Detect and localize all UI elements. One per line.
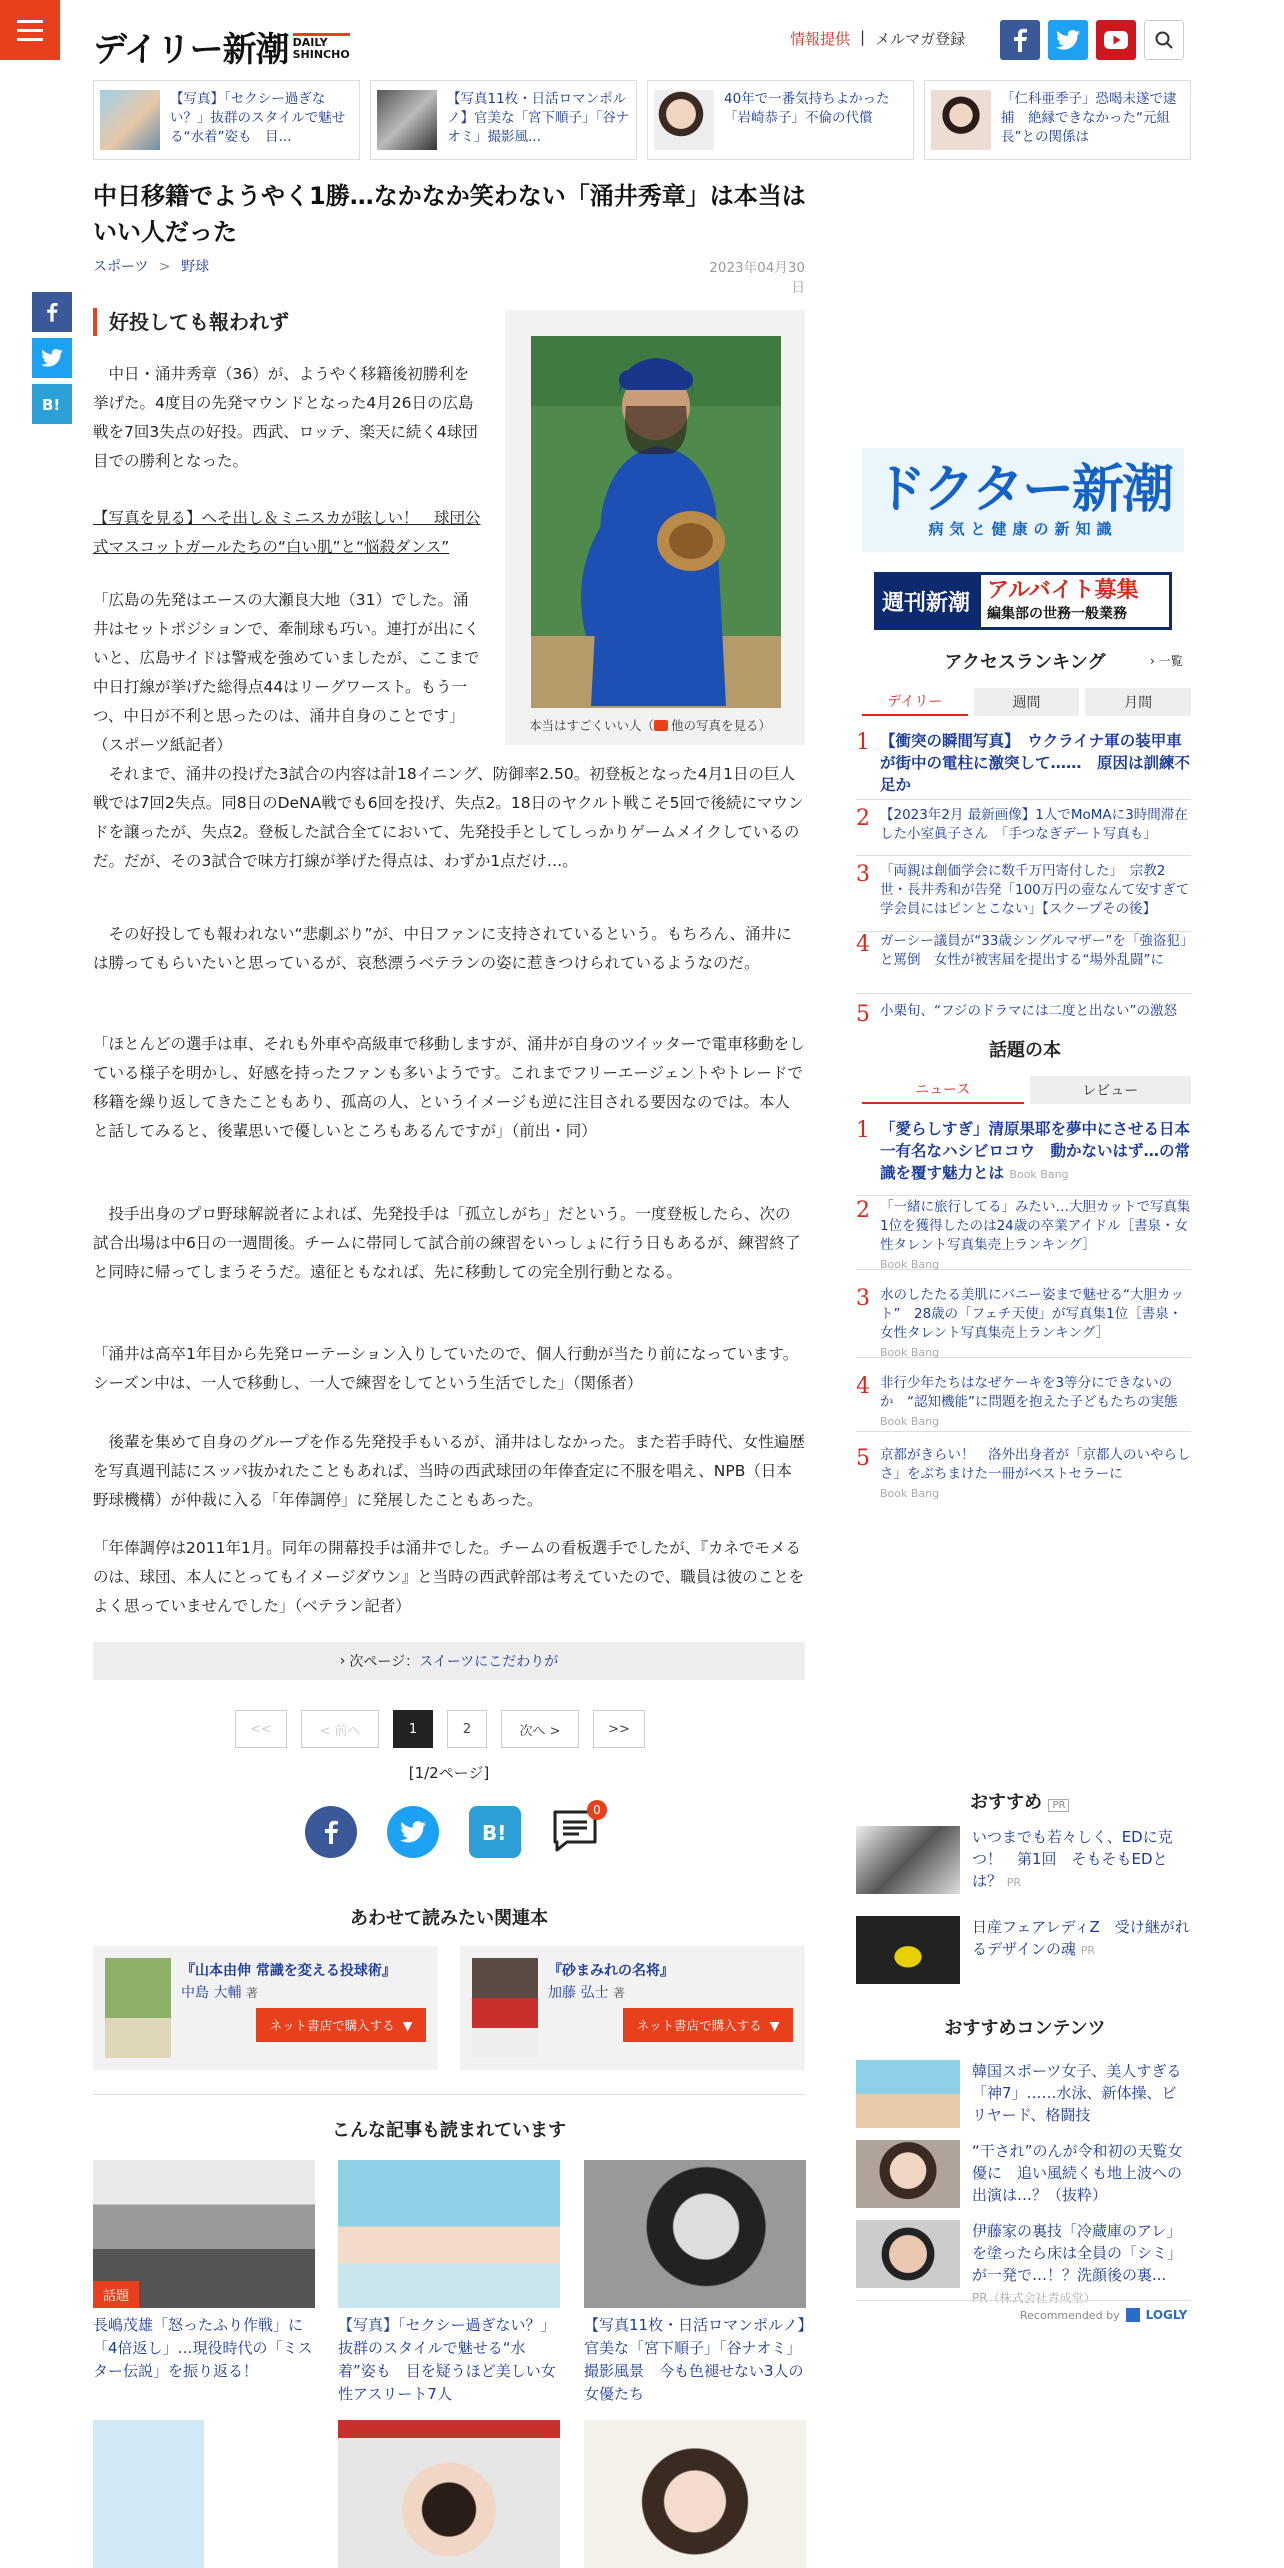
twitter-icon[interactable]: [1048, 20, 1088, 60]
camera-icon: [654, 720, 668, 731]
breadcrumb: スポーツ > 野球: [93, 259, 210, 275]
hatena-share-icon[interactable]: [32, 384, 72, 424]
popular-article[interactable]: 【写真】「セクシー過ぎない？」抜群のスタイルで魅せる“水着”姿も 目を疑うほど美しい女性アスリート7人: [338, 2160, 560, 2406]
article-thumbnail: [584, 2160, 806, 2308]
thumbnail: [856, 2220, 960, 2288]
search-button[interactable]: [1144, 20, 1184, 60]
info-link[interactable]: 情報提供: [790, 30, 851, 48]
paragraph: 「ほとんどの選手は車、それも外車や高級車で移動しますが、涌井が自身のツイッターで電車移動をしている様子を明かし、好感を持ったファンも多いようです。これまでフリーエージェントやトレードで移籍を繰り返してきたこともあり、孤高の人、というイメージも逆に注目される要因なのでは。本人と話してみると、後輩思いで優しいところもあるんですが」（前出・同）: [93, 1035, 805, 1140]
thumbnail: [856, 2060, 960, 2128]
popular-article[interactable]: [584, 2420, 806, 2568]
divider: [93, 2094, 805, 2095]
article-title: 中日移籍でようやく1勝…なかなか笑わない「涌井秀章」は本当はいい人だった: [93, 182, 806, 246]
books-title: 話題の本: [989, 1040, 1061, 1061]
logo-text: デイリー新潮: [93, 30, 289, 70]
chevron-right-icon: ›: [1150, 654, 1155, 668]
paragraph: その好投しても報われない“悲劇ぶり”が、中日ファンに支持されているという。もちろん、涌井には勝ってもらいたいと思っているが、哀愁漂うベテランの姿に惹きつけられているようなのだ。: [93, 925, 792, 972]
article-photo-box: [505, 310, 805, 745]
photo-caption: 本当はすごくいい人（ 他の写真を見る）: [529, 718, 772, 733]
caret-down-icon: ▼: [769, 2017, 780, 2033]
paragraph: 中日・涌井秀章（36）が、ようやく移籍後初勝利を挙げた。4度目の先発マウンドとなった4月26日の広島戦を7回3失点の好投。西武、ロッテ、楽天に続く4球団目での勝利となった。: [93, 365, 478, 470]
book-card[interactable]: 『山本由伸 常識を変える投球術』 中島 大輔 著 ネット書店で購入する ▼: [93, 1946, 438, 2070]
publish-date: 2023年04月30日: [709, 260, 805, 296]
menu-button[interactable]: [0, 0, 60, 60]
breadcrumb-baseball[interactable]: 野球: [181, 259, 210, 275]
page-1-button[interactable]: 1: [393, 1710, 433, 1748]
next-page-box[interactable]: › 次ページ： スイーツにこだわりが: [93, 1642, 805, 1680]
tab-monthly[interactable]: 月間: [1085, 688, 1191, 716]
recommend-title: おすすめ PR: [970, 1788, 1069, 1814]
tab-news[interactable]: ニュース: [862, 1076, 1024, 1104]
top-card[interactable]: 【写真11枚・日活ロマンポルノ】官美な「宮下順子」「谷ナオミ」撮影風...: [370, 80, 637, 160]
newsletter-link[interactable]: メルマガ登録: [875, 30, 966, 48]
paragraph: 「広島の先発はエースの大瀬良大地（31）でした。涌井はセットポジションで、牽制球も巧い。連打が出にくいと、広島サイドは警戒を強めていましたが、ここまで中日打線が挙げた総得点44はリーグワースト。もう一つ、中日が不利と思ったのは、涌井自身のことです」（スポーツ紙記者）: [93, 591, 480, 754]
popular-article[interactable]: 話題 長嶋茂雄「怒ったふり作戦」に「4倍返し」…現役時代の「ミスター伝説」を振り返る！: [93, 2160, 315, 2383]
books-tabs: [862, 1076, 1191, 1104]
logo-en: DAILY SHINCHO: [293, 33, 350, 61]
popular-article[interactable]: [93, 2420, 315, 2568]
facebook-share-icon[interactable]: [32, 292, 72, 332]
book-cover: [105, 1958, 171, 2058]
thumbnail: [931, 90, 991, 150]
popular-article[interactable]: 【写真11枚・日活ロマンポルノ】官美な「宮下順子」「谷ナオミ」撮影風景 今も色褪せない3人の女優たち: [584, 2160, 806, 2406]
next-page-button[interactable]: 次へ >: [501, 1710, 579, 1748]
recommend-item[interactable]: いつまでも若々しく、EDに克つ！ 第1回 そもそもEDとは？ PR: [856, 1826, 1191, 1894]
logly-credit[interactable]: Recommended by LOGLY: [1020, 2308, 1188, 2322]
contents-title: おすすめコンテンツ: [944, 2018, 1106, 2039]
first-page-button[interactable]: <<: [235, 1710, 287, 1748]
section-heading: 好投しても報われず: [93, 308, 289, 336]
content-item[interactable]: 韓国スポーツ女子、美人すぎる「神7」……水泳、新体操、ビリヤード、格闘技: [856, 2060, 1191, 2128]
page-2-button[interactable]: 2: [447, 1710, 487, 1748]
content-item[interactable]: “干され”のんが令和初の天覧女優に 追い風続くも地上波への出演は…？（抜粋）: [856, 2140, 1191, 2208]
caret-down-icon: ▼: [402, 2017, 413, 2033]
hatena-share-icon[interactable]: [469, 1806, 521, 1858]
side-share-bar: [32, 292, 72, 424]
article-thumbnail: [93, 2420, 315, 2568]
paragraph: 「涌井は高卒1年目から先発ローテーション入りしていたので、個人行動が当たり前になっています。シーズン中は、一人で移動し、一人で練習をしてという生活でした」（関係者）: [93, 1345, 799, 1392]
content-item[interactable]: 伊藤家の裏技「冷蔵庫のアレ」を塗ったら床は全員の「シミ」が一発で…！？洗顔後の裏... PR（株式会社青成堂）: [856, 2220, 1191, 2309]
thumbnail: [856, 1826, 960, 1894]
paragraph: それまで、涌井の投げた3試合の内容は計18イニング、防御率2.50。初登板となった4月1日の巨人戦では7回2失点。同8日のDeNA戦でも6回を投げ、失点2。18日のヤクルト戦こそ5回で後続にマウンドを譲ったが、失点2。登板した試合全てにおいて、先発投手としてしっかりゲームメイクしているのだ。だが、その3試合で味方打線が挙げた得点は、わずか1点だけ…。: [93, 765, 804, 870]
buy-online-button[interactable]: ネット書店で購入する ▼: [256, 2008, 426, 2042]
buy-online-button[interactable]: ネット書店で購入する ▼: [623, 2008, 793, 2042]
ranking-item[interactable]: 3 「両親は創価学会に数千万円寄付した」 宗教2世・長井秀和が告発「100万円の壺なんて安すぎて学会員にはピンとこない」【スクープその後】: [856, 862, 1191, 932]
book-ranking-item[interactable]: 5 京都がきらい！ 洛外出身者が「京都人のいやらしさ」をぶちまけた一冊がベストセラーに Book Bang: [856, 1446, 1191, 1500]
bottom-share-bar: [305, 1803, 603, 1858]
breadcrumb-sports[interactable]: スポーツ: [93, 259, 149, 275]
thumbnail: [856, 1916, 960, 1984]
page-info: [1/2ページ]: [408, 1764, 490, 1782]
paragraph: 投手出身のプロ野球解説者によれば、先発投手は「孤立しがち」だという。一度登板したら、次の試合出場は中6日の一週間後。チームに帯同して試合前の練習をいっしょに行う日もあるが、練習終了と同時に帰ってしまうそうだ。遠征ともなれば、先に移動しての完全別行動となる。: [93, 1205, 801, 1281]
thumbnail: [856, 2140, 960, 2208]
logly-logo-icon: [1126, 2308, 1140, 2322]
related-books-title: あわせて読みたい関連本: [350, 1908, 548, 1929]
book-ranking-item[interactable]: 1 「愛らしすぎ」清原果耶を夢中にさせる日本一有名なハシビロコウ 動かないはず…の常識を覆す魅力とは Book Bang: [856, 1118, 1191, 1196]
recruit-banner[interactable]: 週刊新潮 アルバイト募集 編集部の世務一般業務: [874, 572, 1172, 630]
article-thumbnail: [584, 2420, 806, 2568]
svg-text:B!: B!: [42, 396, 61, 413]
popular-article[interactable]: [338, 2420, 560, 2568]
thumbnail: [100, 90, 160, 150]
ranking-item[interactable]: 5 小栗旬、“フジのドラマには二度と出ない”の激怒: [856, 1002, 1177, 1022]
comment-icon[interactable]: [551, 1803, 603, 1858]
ranking-all-link[interactable]: › 一覧: [1150, 654, 1183, 668]
tab-daily[interactable]: デイリー: [862, 688, 968, 716]
paragraph: 後輩を集めて自身のグループを作る先発投手もいるが、涌井はしなかった。また若手時代、女性遍歴を写真週刊誌にスッパ抜かれたこともあれば、当時の西武球団の年俸査定に不服を唱え、NPB（日本野球機構）が仲裁に入る「年俸調停」に発展したこともあった。: [93, 1433, 805, 1509]
search-icon: [1155, 31, 1173, 49]
site-logo[interactable]: [93, 22, 350, 71]
ranking-item[interactable]: 2 【2023年2月 最新画像】1人でMoMAに3時間滞在した小室眞子さん 「手つなぎデート写真も」: [856, 806, 1191, 856]
ranking-tabs: [862, 688, 1191, 716]
article-thumbnail: [338, 2420, 560, 2568]
thumbnail: [654, 90, 714, 150]
ranking-item[interactable]: 1 【衝突の瞬間写真】 ウクライナ軍の装甲車が街中の電柱に激突して…… 原因は訓練不足か: [856, 730, 1191, 800]
top-card[interactable]: 【写真】「セクシー過ぎない？」抜群のスタイルで魅せる“水着”姿も 目...: [93, 80, 360, 160]
tab-weekly[interactable]: 週間: [974, 688, 1080, 716]
facebook-icon[interactable]: [1000, 20, 1040, 60]
paragraph: 「年俸調停は2011年1月。同年の開幕投手は涌井でした。チームの看板選手でしたが、『カネでモメるのは、球団、本人にとってもイメージダウン』と当時の西武幹部は考えていたので、職員は彼のことをよく思っていませんでした」（ベテラン記者）: [93, 1539, 805, 1615]
article-photo[interactable]: [531, 336, 781, 708]
topic-tag: 話題: [93, 2281, 139, 2308]
book-ranking-item[interactable]: 3 水のしたたる美肌にバニー姿まで魅せる“大胆カット” 28歳の「フェチ天使」が写真集1位［書泉・女性タレント写真集売上ランキング］ Book Bang: [856, 1286, 1191, 1358]
book-ranking-item[interactable]: 2 「一緒に旅行してる」みたい…大胆カットで写真集1位を獲得したのは24歳の卒業アイドル［書泉・女性タレント写真集売上ランキング］ Book Bang: [856, 1198, 1191, 1271]
facebook-share-icon[interactable]: [305, 1806, 357, 1858]
chevron-right-icon: ›: [339, 1653, 346, 1669]
article-thumbnail: [93, 2160, 315, 2308]
book-ranking-item[interactable]: 4 非行少年たちはなぜケーキを3等分にできないのか “認知機能”に問題を抱えた子どもたちの実態 Book Bang: [856, 1374, 1191, 1432]
article-thumbnail: [338, 2160, 560, 2308]
top-card[interactable]: 40年で一番気持ちよかった「岩崎恭子」不倫の代償: [647, 80, 914, 160]
svg-text:B!: B!: [482, 1821, 507, 1844]
last-page-button[interactable]: >>: [593, 1710, 645, 1748]
top-card[interactable]: 「仁科亜季子」恐喝未遂で逮捕 絶縁できなかった“元組長”との関係は: [924, 80, 1191, 160]
more-photos-link[interactable]: 他の写真を見る: [671, 718, 759, 733]
twitter-share-icon[interactable]: [32, 338, 72, 378]
comment-count-badge: 0: [587, 1800, 607, 1820]
separator: |: [860, 28, 866, 46]
next-page-link[interactable]: スイーツにこだわりが: [419, 1654, 559, 1670]
pagination: [235, 1710, 645, 1748]
popular-title: こんな記事も読まれています: [332, 2120, 566, 2141]
ranking-title: アクセスランキング: [944, 652, 1106, 673]
doctor-shincho-banner[interactable]: ドクター新潮 病気と健康の新知識: [862, 448, 1184, 552]
youtube-icon[interactable]: [1096, 20, 1136, 60]
photo-article-link[interactable]: 【写真を見る】へそ出し＆ミニスカが眩しい！ 球団公式マスコットガールたちの“白い肌”と“悩殺ダンス”: [93, 509, 481, 556]
recommend-item[interactable]: 日産フェアレディZ 受け継がれるデザインの魂 PR: [856, 1916, 1191, 1984]
prev-page-button[interactable]: < 前へ: [301, 1710, 379, 1748]
book-cover: [472, 1958, 538, 2058]
thumbnail: [377, 90, 437, 150]
twitter-share-icon[interactable]: [387, 1806, 439, 1858]
divider: [856, 2300, 1191, 2301]
tab-review[interactable]: レビュー: [1030, 1076, 1192, 1104]
book-card[interactable]: 『砂まみれの名将』 加藤 弘士 著 ネット書店で購入する ▼: [460, 1946, 805, 2070]
ranking-item[interactable]: 4 ガーシー議員が“33歳シングルマザー”を「強盗犯」と罵倒 女性が被害届を提出する“場外乱闘”に: [856, 932, 1191, 994]
